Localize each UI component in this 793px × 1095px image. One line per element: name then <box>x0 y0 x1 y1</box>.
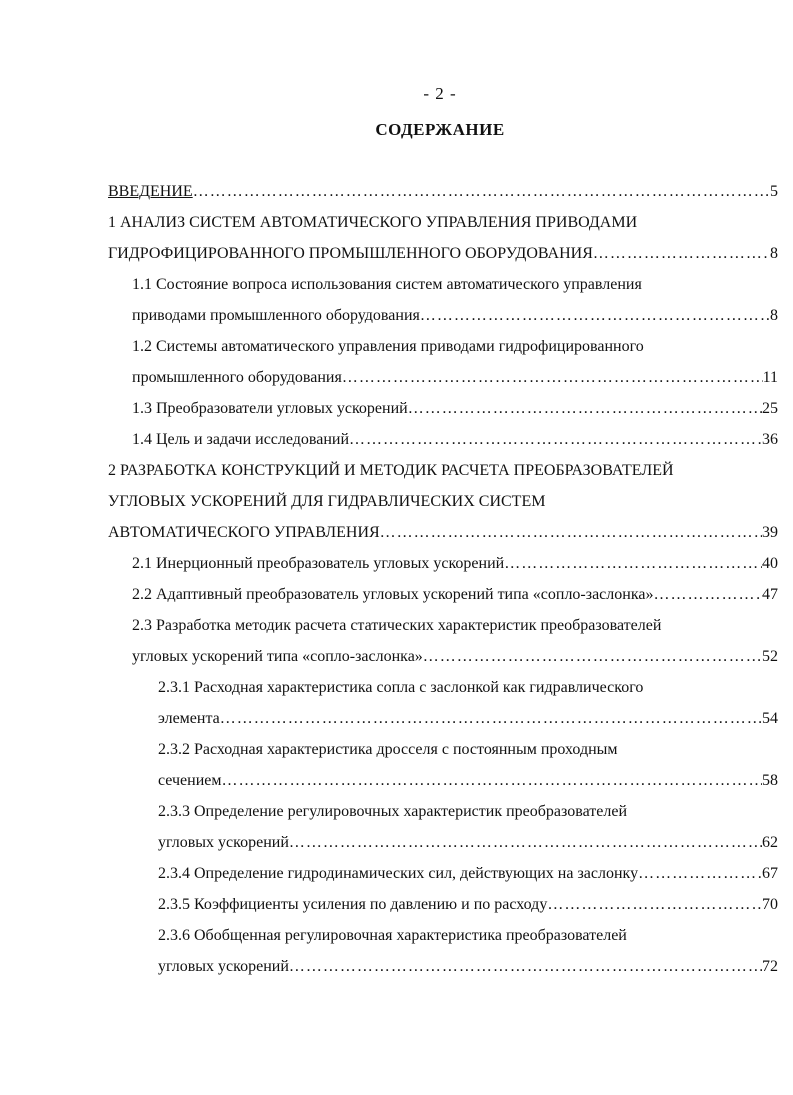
table-of-contents <box>108 176 778 982</box>
leader-dots <box>220 703 762 734</box>
toc-entry-2-2[interactable] <box>108 579 778 610</box>
toc-entry-2-3-line1[interactable]: 2.3 Разработка методик расчета статических характеристик преобразователей <box>132 617 662 634</box>
page-number: - 2 - <box>423 84 457 103</box>
leader-dots <box>653 579 762 610</box>
leader-dots <box>593 238 770 269</box>
toc-entry-2-3-1[interactable] <box>108 703 778 734</box>
toc-entry-text: угловых ускорений <box>158 834 289 851</box>
toc-entry-text: приводами промышленного оборудования <box>132 307 420 324</box>
toc-page-number: 52 <box>762 648 778 665</box>
toc-entry-text: промышленного оборудования <box>132 369 342 386</box>
toc-page-number: 62 <box>762 834 778 851</box>
toc-page-number: 25 <box>762 400 778 417</box>
toc-entry-text: 2.3.5 Коэффициенты усиления по давлению и по расходу <box>158 896 548 913</box>
toc-entry-1-3[interactable] <box>108 393 778 424</box>
leader-dots <box>222 765 763 796</box>
toc-entry-1-1[interactable] <box>108 300 778 331</box>
toc-entry-ch2-line1[interactable]: 2 РАЗРАБОТКА КОНСТРУКЦИЙ И МЕТОДИК РАСЧЕТА ПРЕОБРАЗОВАТЕЛЕЙ <box>108 462 674 479</box>
toc-entry-text: элемента <box>158 710 220 727</box>
leader-dots <box>193 176 770 207</box>
toc-entry-text: ВВЕДЕНИЕ <box>108 183 193 200</box>
toc-entry-ch2[interactable] <box>108 517 778 548</box>
toc-entry-text: АВТОМАТИЧЕСКОГО УПРАВЛЕНИЯ <box>108 524 380 541</box>
toc-entry-intro[interactable] <box>108 176 778 207</box>
toc-page-number: 39 <box>762 524 778 541</box>
toc-entry-2-3-5[interactable] <box>108 889 778 920</box>
toc-page-number: 8 <box>770 245 778 262</box>
toc-page-number: 36 <box>762 431 778 448</box>
leader-dots <box>504 548 762 579</box>
toc-entry-text: 2.2 Адаптивный преобразователь угловых ускорений типа «сопло-заслонка» <box>132 586 654 603</box>
toc-entry-text: ГИДРОФИЦИРОВАННОГО ПРОМЫШЛЕННОГО ОБОРУДОВАНИЯ <box>108 245 593 262</box>
leader-dots <box>547 889 762 920</box>
leader-dots <box>380 517 762 548</box>
toc-entry-text: угловых ускорений <box>158 958 289 975</box>
toc-page-number: 72 <box>762 958 778 975</box>
toc-entry-text: 2.1 Инерционный преобразователь угловых ускорений <box>132 555 505 572</box>
toc-entry-2-3-4[interactable] <box>108 858 778 889</box>
page-title: СОДЕРЖАНИЕ <box>375 120 505 139</box>
toc-entry-2-1[interactable] <box>108 548 778 579</box>
leader-dots <box>638 858 762 889</box>
toc-entry-text: угловых ускорений типа «сопло-заслонка» <box>132 648 423 665</box>
toc-page-number: 58 <box>762 772 778 789</box>
toc-entry-2-3-1-line1[interactable]: 2.3.1 Расходная характеристика сопла с заслонкой как гидравлического <box>158 679 644 696</box>
toc-entry-1-1-line1[interactable]: 1.1 Состояние вопроса использования систем автоматического управления <box>132 276 642 293</box>
toc-page-number: 67 <box>762 865 778 882</box>
toc-entry-ch2-line2[interactable]: УГЛОВЫХ УСКОРЕНИЙ ДЛЯ ГИДРАВЛИЧЕСКИХ СИСТЕМ <box>108 493 546 510</box>
toc-entry-text: 1.4 Цель и задачи исследований <box>132 431 350 448</box>
toc-entry-2-3-6-line1[interactable]: 2.3.6 Обобщенная регулировочная характеристика преобразователей <box>158 927 627 944</box>
leader-dots <box>408 393 762 424</box>
toc-page-number: 47 <box>762 586 778 603</box>
toc-entry-2-3[interactable] <box>108 641 778 672</box>
leader-dots <box>289 827 762 858</box>
leader-dots <box>349 424 762 455</box>
toc-page-number: 70 <box>762 896 778 913</box>
toc-entry-2-3-3[interactable] <box>108 827 778 858</box>
leader-dots <box>342 362 763 393</box>
toc-entry-ch1-line1[interactable]: 1 АНАЛИЗ СИСТЕМ АВТОМАТИЧЕСКОГО УПРАВЛЕНИЯ ПРИВОДАМИ <box>108 214 638 231</box>
toc-entry-text: сечением <box>158 772 222 789</box>
leader-dots <box>423 641 762 672</box>
toc-entry-2-3-2-line1[interactable]: 2.3.2 Расходная характеристика дросселя с постоянным проходным <box>158 741 618 758</box>
toc-page-number: 40 <box>762 555 778 572</box>
toc-entry-text: 2.3.4 Определение гидродинамических сил, действующих на заслонку <box>158 865 639 882</box>
toc-page-number: 11 <box>762 369 778 386</box>
toc-page-number: 8 <box>770 307 778 324</box>
toc-entry-2-3-3-line1[interactable]: 2.3.3 Определение регулировочных характеристик преобразователей <box>158 803 628 820</box>
toc-entry-text: 1.3 Преобразователи угловых ускорений <box>132 400 408 417</box>
leader-dots <box>289 951 762 982</box>
toc-page-number: 5 <box>770 183 778 200</box>
toc-entry-2-3-2[interactable] <box>108 765 778 796</box>
toc-entry-1-2-line1[interactable]: 1.2 Системы автоматического управления приводами гидрофицированного <box>132 338 644 355</box>
toc-page-number: 54 <box>762 710 778 727</box>
leader-dots <box>420 300 770 331</box>
toc-entry-1-2[interactable] <box>108 362 778 393</box>
toc-entry-1-4[interactable] <box>108 424 778 455</box>
toc-entry-ch1[interactable] <box>108 238 778 269</box>
toc-entry-2-3-6[interactable] <box>108 951 778 982</box>
